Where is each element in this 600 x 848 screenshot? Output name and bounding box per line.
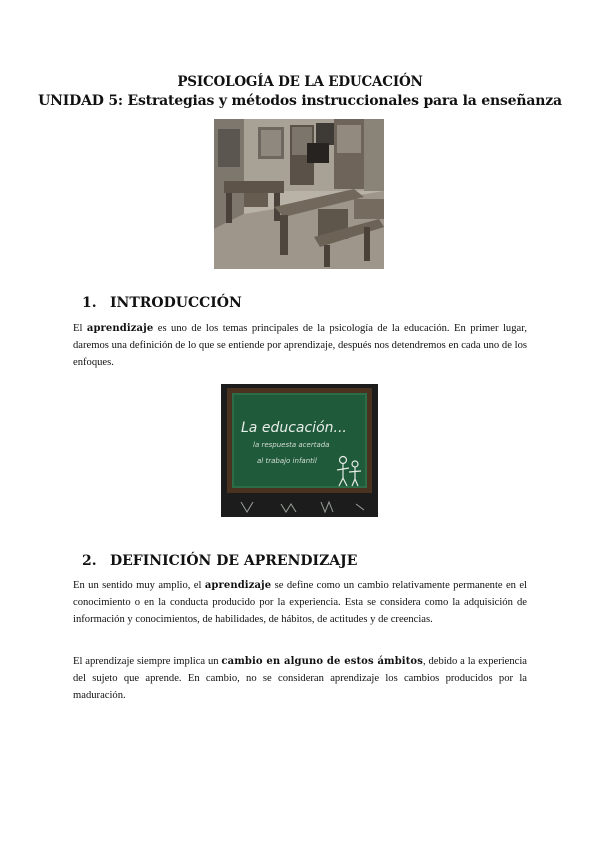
bold-term: cambio en alguno de estos ámbitos bbox=[221, 656, 423, 667]
paragraph-text: En un sentido muy amplio, el bbox=[73, 580, 205, 591]
paragraph bbox=[73, 577, 527, 628]
paragraph-text: El bbox=[73, 323, 87, 334]
paragraph-text: , debido a la experiencia del sujeto que aprende. En cambio, no se consideran aprendizaje los cambios producidos por la maduración. bbox=[73, 656, 528, 701]
document-title: PSICOLOGÍA DE LA EDUCACIÓN bbox=[177, 74, 423, 90]
paragraph-text: se define como un cambio relativamente permanente en el conocimiento o en la conducta producido por la experiencia. Esta se considera como la adquisición de información y conocimientos, de habilidades, de hábitos, de actitudes y de creencias. bbox=[73, 580, 528, 625]
section-heading bbox=[82, 295, 242, 311]
document-subtitle: UNIDAD 5: Estrategias y métodos instruccionales para la enseñanza bbox=[38, 93, 562, 109]
section-heading bbox=[82, 553, 357, 569]
bold-term: aprendizaje bbox=[86, 323, 154, 334]
paragraph-text: es uno de los temas principales de la psicología de la educación. En primer lugar, daremos una definición de lo que se entiende por aprendizaje, después nos detendremos en cada uno de los enfoques. bbox=[73, 323, 527, 368]
section-title: INTRODUCCIÓN bbox=[110, 295, 242, 311]
chalkboard-image bbox=[221, 384, 378, 517]
chalkboard-line1: La educación... bbox=[241, 420, 347, 436]
section-title: DEFINICIÓN DE APRENDIZAJE bbox=[110, 553, 358, 569]
section-number: 1. bbox=[82, 295, 97, 311]
paragraph-text: El aprendizaje siempre implica un bbox=[73, 656, 222, 667]
bold-term: aprendizaje bbox=[204, 580, 272, 591]
chalkboard-line2: la respuesta acertada bbox=[253, 441, 330, 449]
classroom-photo bbox=[214, 119, 384, 269]
chalkboard-line3: al trabajo infantil bbox=[257, 457, 317, 465]
paragraph bbox=[73, 653, 527, 704]
section-number: 2. bbox=[82, 553, 97, 569]
paragraph bbox=[73, 320, 527, 371]
